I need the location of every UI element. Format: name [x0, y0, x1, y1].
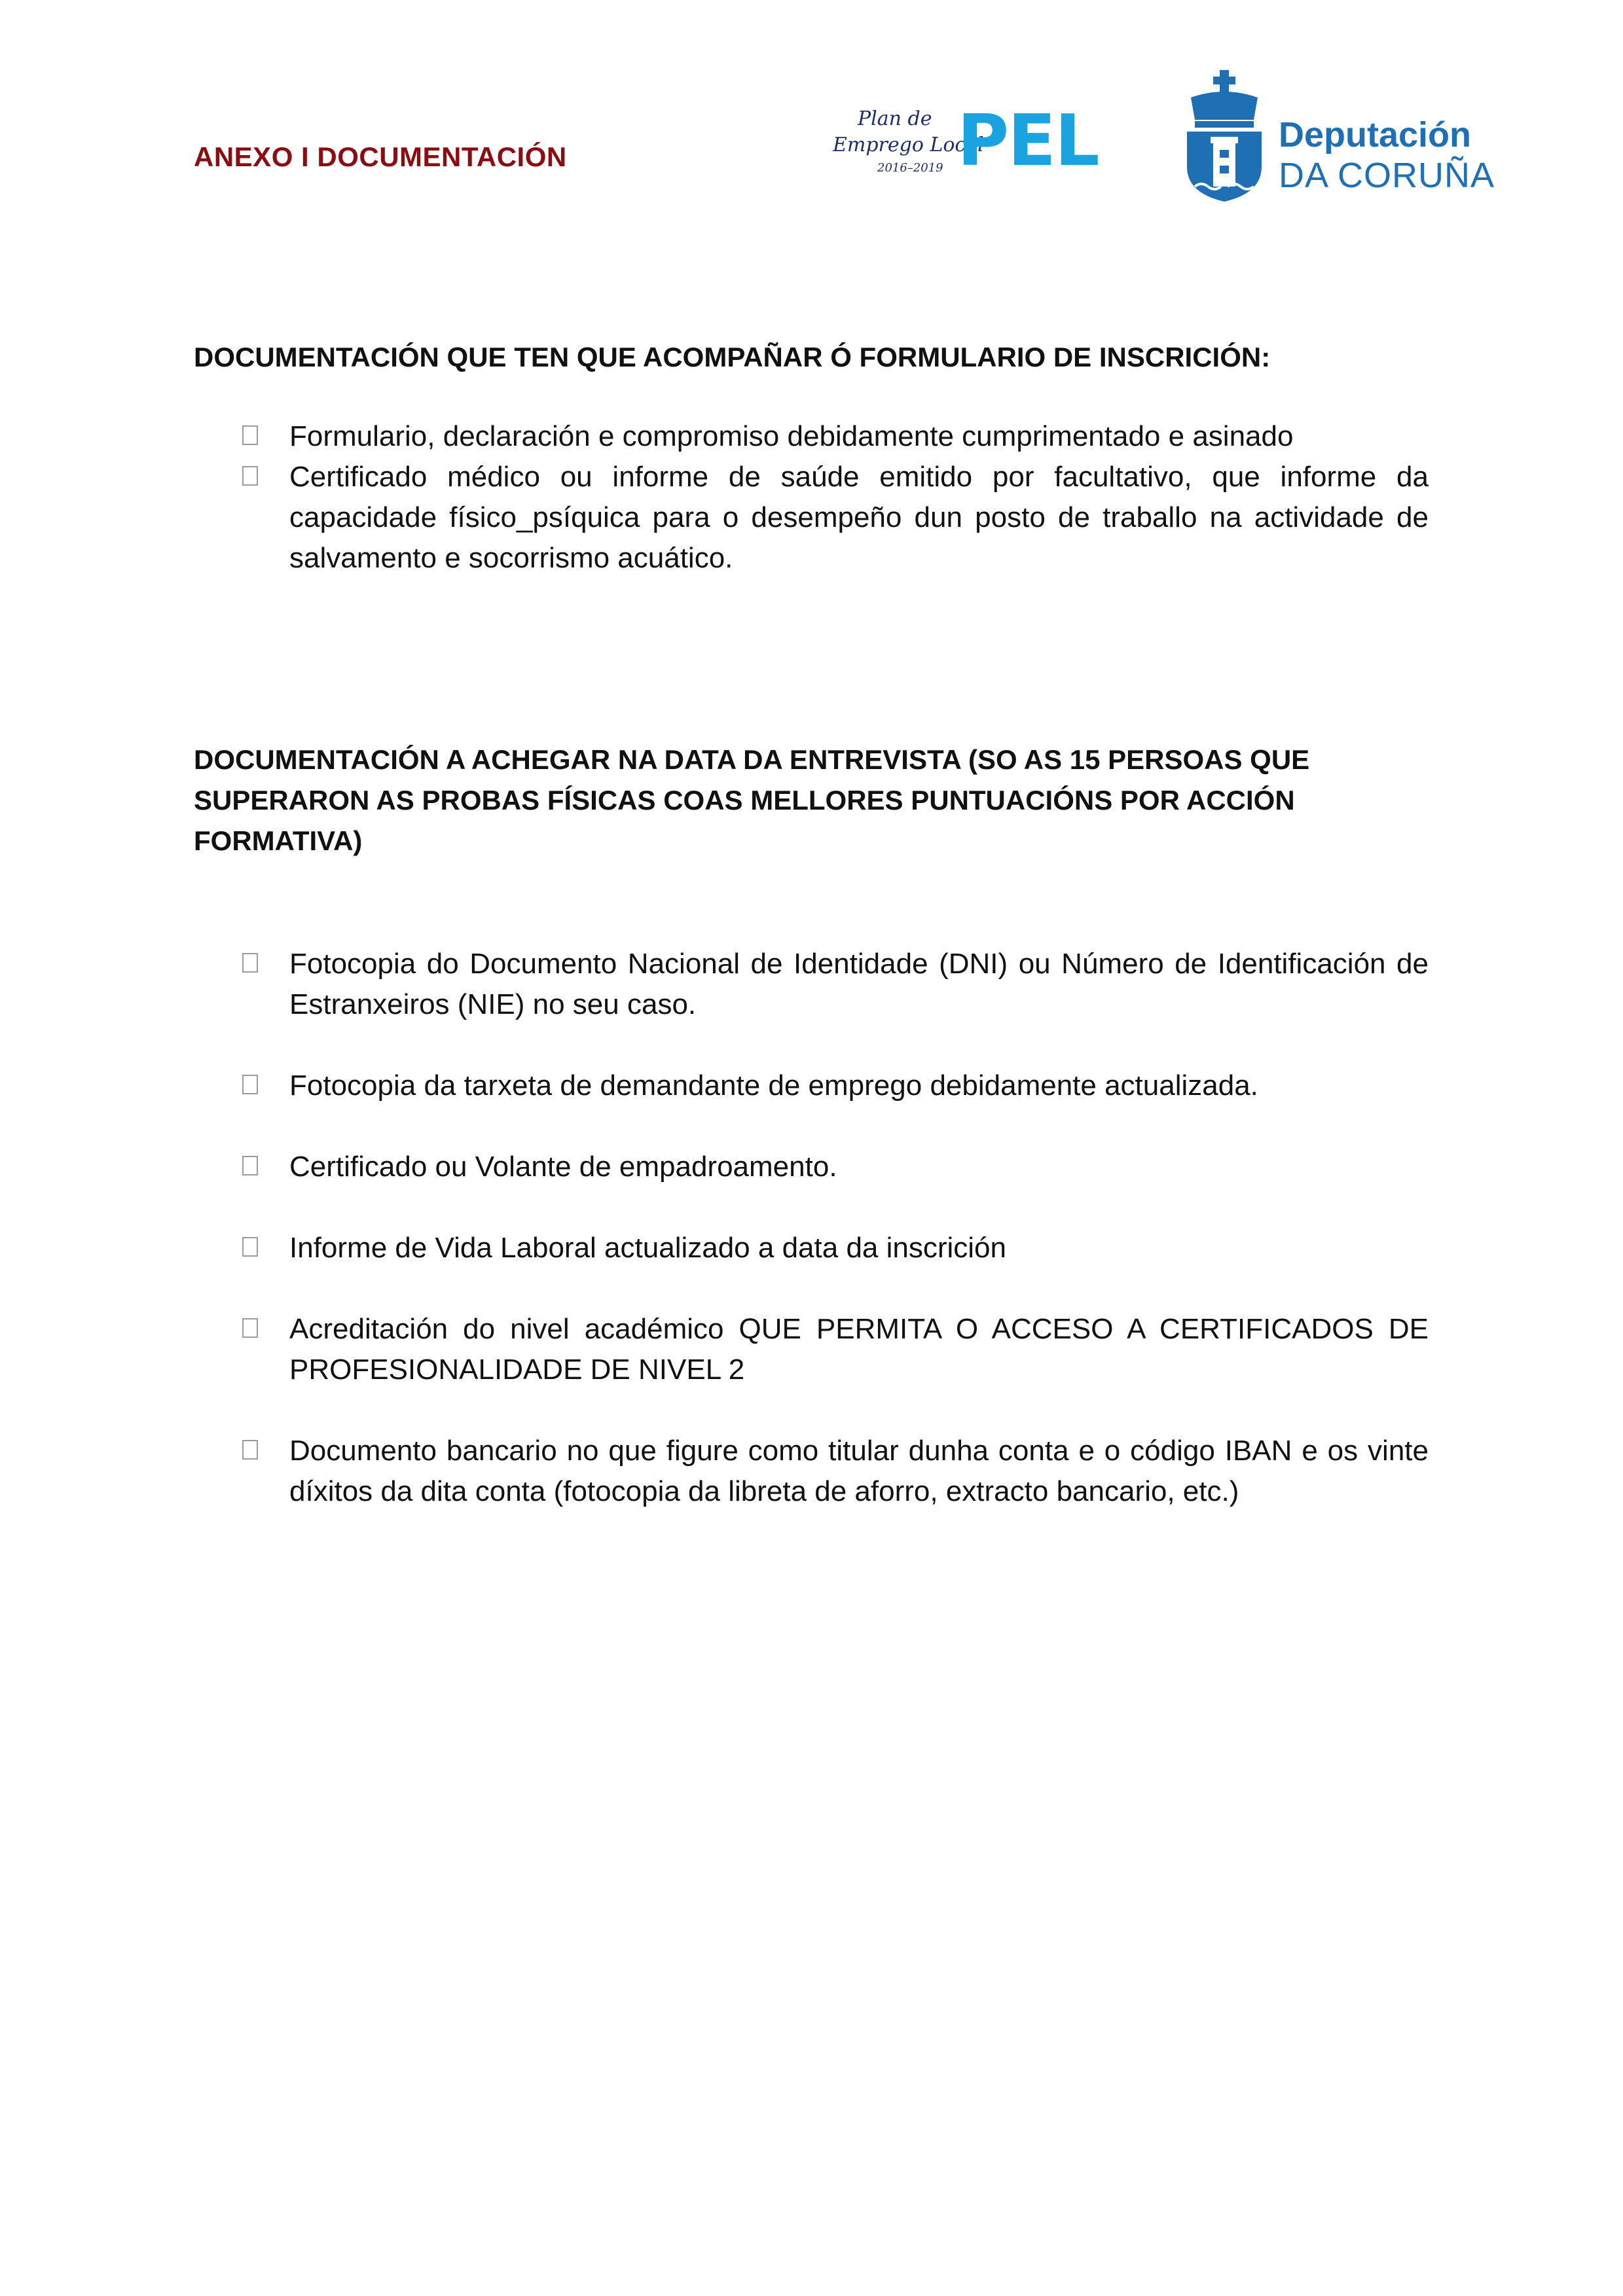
pel-script-line1: Plan de: [858, 107, 932, 130]
checkbox-bullet-icon: [242, 1440, 258, 1460]
coat-of-arms-icon: [1182, 69, 1267, 203]
section2-item-5-text: Acreditación do nivel académico QUE PERMITA O ACCESO A CERTIFICADOS DE PROFESIONALIDADE DE NIVEL 2: [289, 1313, 1429, 1386]
section1-heading: DOCUMENTACIÓN QUE TEN QUE ACOMPAÑAR Ó FORMULARIO DE INSCRICIÓN:: [194, 342, 1271, 372]
pel-logo: [831, 100, 1099, 183]
checkbox-bullet-icon: [242, 953, 258, 973]
section1-item-2-text: Certificado médico ou informe de saúde emitido por facultativo, que informe da capacidade físico_psíquica para o desempeño dun posto de traballo na actividade de salvamento e socorrismo acuático.: [289, 461, 1429, 574]
checkbox-bullet-icon: [242, 1156, 258, 1175]
pel-script-line2: Emprego Local: [833, 134, 984, 156]
checkbox-bullet-icon: [242, 1237, 258, 1257]
section2-item-6-text: Documento bancario no que figure como titular dunha conta e o código IBAN e os vinte díxitos da dita conta (fotocopia da libreta de aforro, extracto bancario, etc.): [289, 1435, 1429, 1507]
pel-script: [831, 105, 984, 183]
section2-heading: DOCUMENTACIÓN A ACHEGAR NA DATA DA ENTREVISTA (SO AS 15 PERSOAS QUE SUPERARON AS PROBAS FÍSICAS COAS MELLORES PUNTUACIÓNS POR ACCIÓN FORMATIVA): [194, 744, 1310, 856]
deputacion-name-line1: Deputación: [1279, 115, 1472, 154]
checkbox-bullet-icon: [242, 466, 258, 486]
checkbox-bullet-icon: [242, 1318, 258, 1338]
deputacion-logo: [1182, 69, 1495, 203]
section2-item-2-text: Fotocopia da tarxeta de demandante de emprego debidamente actualizada.: [289, 1069, 1258, 1102]
section2-item-1-text: Fotocopia do Documento Nacional de Identidade (DNI) ou Número de Identificación de Estranxeiros (NIE) no seu caso.: [289, 948, 1429, 1020]
checkbox-bullet-icon: [242, 1075, 258, 1094]
deputacion-name-line2: DA CORUÑA: [1279, 156, 1495, 195]
annex-title: ANEXO I DOCUMENTACIÓN: [194, 141, 567, 172]
section1-item-1-text: Formulario, declaración e compromiso debidamente cumprimentado e asinado: [289, 420, 1294, 452]
pel-script-line3: 2016–2019: [877, 161, 943, 175]
section2-item-4-text: Informe de Vida Laboral actualizado a data da inscrición: [289, 1232, 1006, 1264]
section2-item-3-text: Certificado ou Volante de empadroamento.: [289, 1151, 837, 1183]
checkbox-bullet-icon: [242, 425, 258, 445]
pel-acronym: PEL: [957, 100, 1099, 182]
